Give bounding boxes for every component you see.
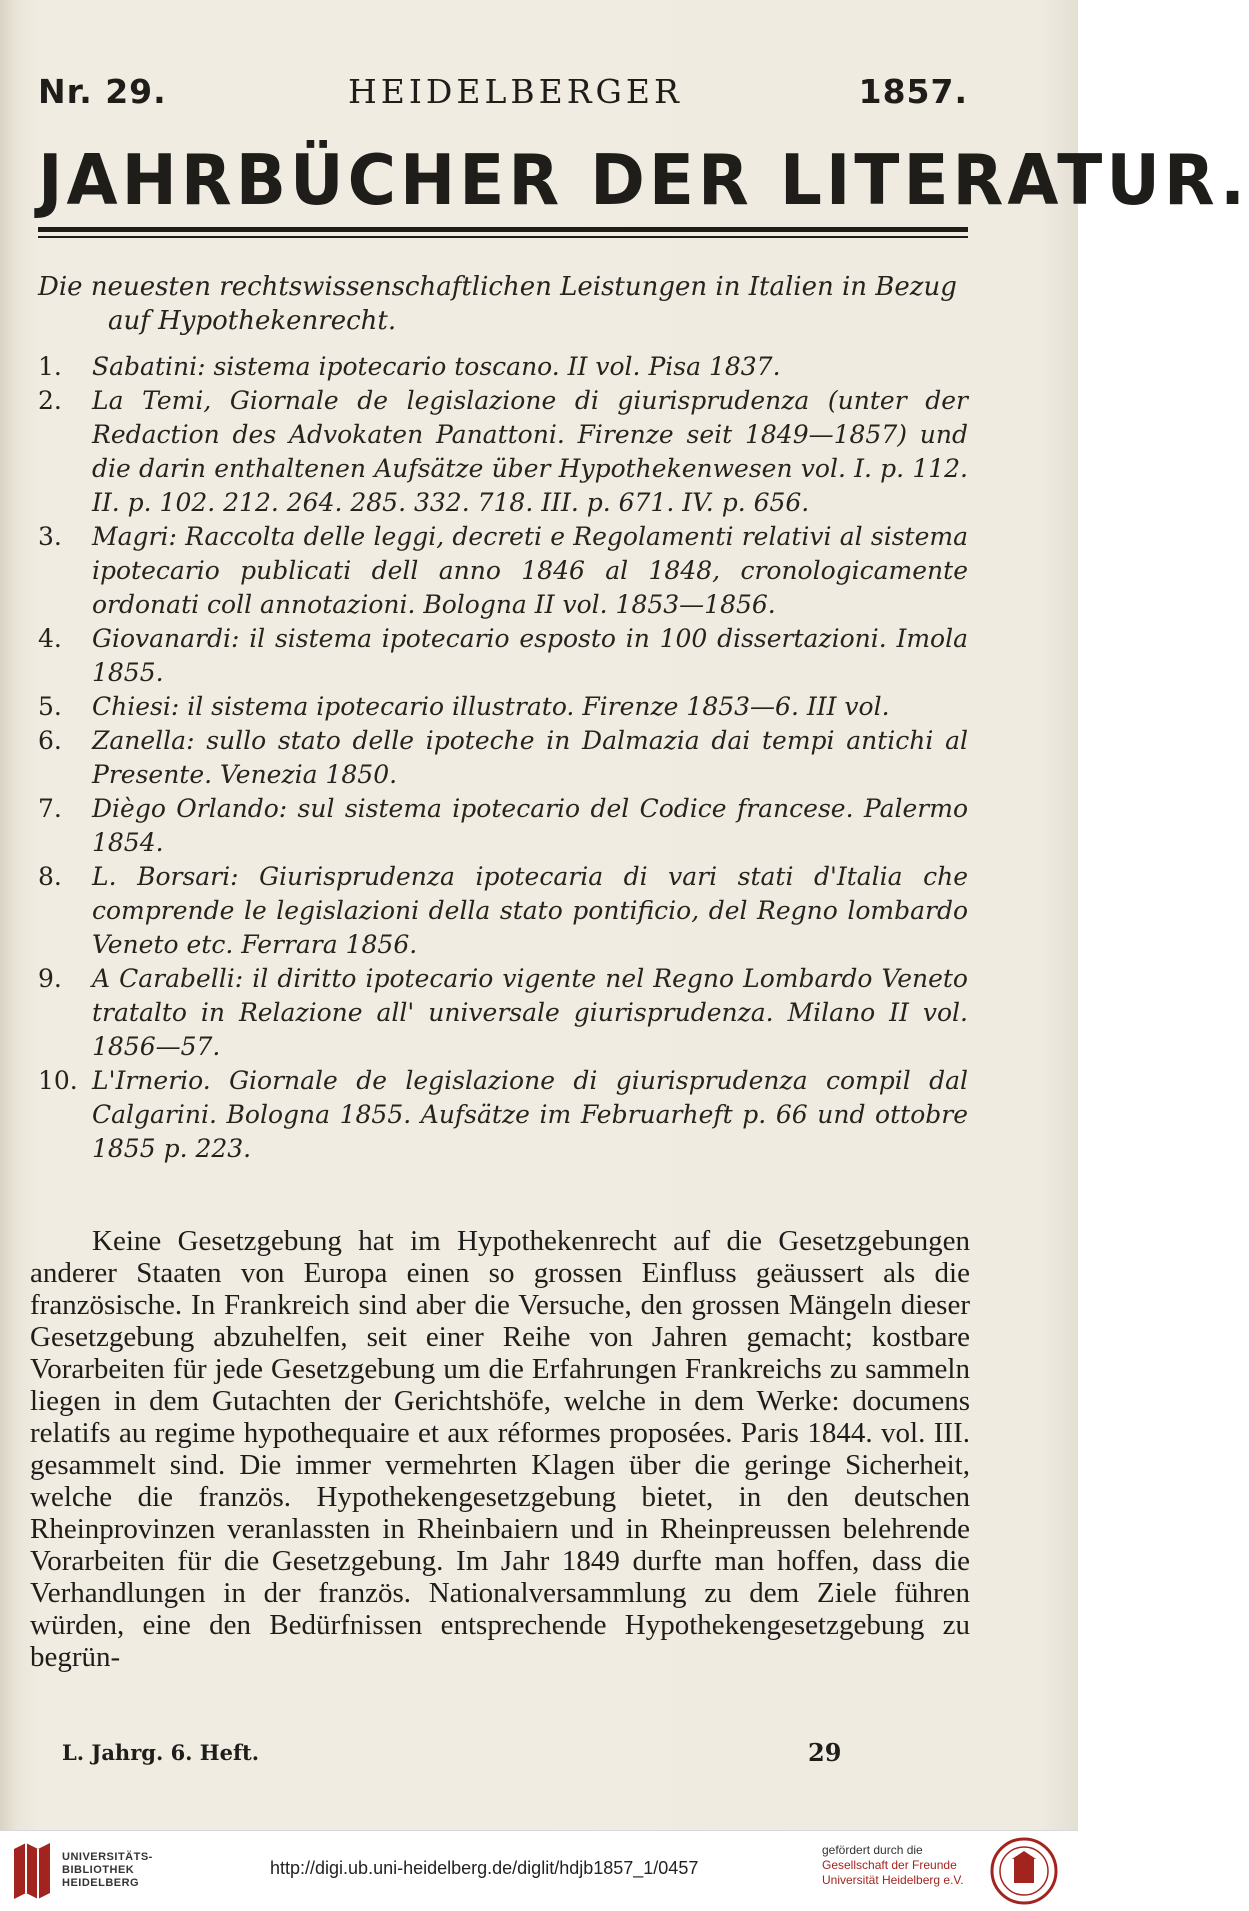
- sponsor-intro: gefördert durch die: [822, 1843, 923, 1857]
- reference-number: 4.: [38, 624, 62, 653]
- running-header: [38, 72, 968, 122]
- list-item: [38, 860, 968, 962]
- reference-text: Diègo Orlando: sul sistema ipotecario del Codice francese. Palermo 1854.: [92, 794, 968, 857]
- sponsor-name-line-2: Universität Heidelberg e.V.: [822, 1873, 964, 1887]
- list-item: [38, 962, 968, 1064]
- library-name-line-1: UNIVERSITÄTS-: [62, 1851, 153, 1863]
- signature-mark: L. Jahrg. 6. Heft.: [62, 1740, 260, 1765]
- reference-text: Giovanardi: il sistema ipotecario esposto in 100 dissertazioni. Imola 1855.: [92, 624, 968, 687]
- reference-number: 9.: [38, 964, 62, 993]
- reference-text: Zanella: sullo stato delle ipoteche in Dalmazia dai tempi antichi al Presente. Venezia 1850.: [92, 726, 968, 789]
- reference-number: 6.: [38, 726, 62, 755]
- reference-number: 7.: [38, 794, 62, 823]
- list-item: [38, 690, 968, 724]
- reference-text: Sabatini: sistema ipotecario toscano. II vol. Pisa 1837.: [92, 352, 781, 381]
- list-item: [38, 724, 968, 792]
- reference-number: 10.: [38, 1066, 78, 1095]
- list-item: [38, 622, 968, 690]
- library-logo-icon[interactable]: [8, 1839, 56, 1903]
- reference-text: A Carabelli: il diritto ipotecario vigente nel Regno Lombardo Veneto tratalto in Relazione all' universale giurisprudenza. Milano II vol. 1856—57.: [92, 964, 968, 1061]
- body-paragraph: Keine Gesetzgebung hat im Hypothekenrecht auf die Gesetzgebungen anderer Staaten von Europa einen so grossen Einfluss geäussert als die französische. In Frankreich sind aber die Versuche, den grossen Mängeln dieser Gesetzgebung abzuhelfen, seit einer Reihe von Jahren gemacht; kostbare Vorarbeiten für jede Gesetzgebung um die Erfahrungen Frankreichs zu sammeln liegen in dem Gutachten der Gerichtshöfe, welche in dem Werke: documens relatifs au regime hypothequaire et aux réformes proposées. Paris 1844. vol. III. gesammelt sind. Die immer vermehrten Klagen über die geringe Sicherheit, welche die französ. Hypothekengesetzgebung bietet, in den deutschen Rheinprovinzen veranlassten in Rheinbaiern und in Rheinpreussen belehrende Vorarbeiten für die Gesetzgebung. Im Jahr 1849 durfte man hoffen, dass die Verhandlungen in der französ. Nationalversammlung zu dem Ziele führen würden, eine den Bedürfnissen entsprechende Hypothekengesetzgebung zu begrün-: [30, 1225, 970, 1673]
- reference-text: Magri: Raccolta delle leggi, decreti e Regolamenti relativi al sistema ipotecario publicati dell anno 1846 al 1848, cronologicamente ordonati coll annotazioni. Bologna II vol. 1853—1856.: [92, 522, 968, 619]
- journal-title: JAHRBÜCHER DER LITERATUR.: [38, 140, 1249, 221]
- list-item: [38, 384, 968, 520]
- library-name[interactable]: [62, 1851, 153, 1890]
- reference-number: 3.: [38, 522, 62, 551]
- journal-name: HEIDELBERGER: [348, 72, 683, 111]
- list-item: [38, 1064, 968, 1166]
- page-number: 29: [808, 1738, 842, 1767]
- reference-number: 1.: [38, 352, 62, 381]
- title-rule-thick: [38, 227, 968, 232]
- reference-text: L'Irnerio. Giornale de legislazione di giurisprudenza compil dal Calgarini. Bologna 1855. Aufsätze im Februarheft p. 66 und ottobre 1855 p. 223.: [92, 1066, 968, 1163]
- article-heading: [38, 270, 968, 338]
- sponsor-credit[interactable]: [822, 1843, 964, 1888]
- reference-number: 2.: [38, 386, 62, 415]
- article-heading-line-1: Die neuesten rechtswissenschaftlichen Leistungen in Italien in Bezug: [38, 272, 957, 302]
- viewer-footer-bar: [0, 1830, 1078, 1911]
- reference-number: 8.: [38, 862, 62, 891]
- reference-text: Chiesi: il sistema ipotecario illustrato. Firenze 1853—6. III vol.: [92, 692, 890, 721]
- reference-list: [38, 350, 968, 1166]
- reference-text: La Temi, Giornale de legislazione di giurisprudenza (unter der Redaction des Advokaten Panattoni. Firenze seit 1849—1857) und die darin enthaltenen Aufsätze über Hypothekenwesen vol. I. p. 112. II. p. 102. 212. 264. 285. 332. 718. III. p. 671. IV. p. 656.: [92, 386, 968, 517]
- list-item: [38, 792, 968, 860]
- library-name-line-3: HEIDELBERG: [62, 1877, 140, 1889]
- university-seal-icon[interactable]: [990, 1837, 1058, 1905]
- library-name-line-2: BIBLIOTHEK: [62, 1864, 135, 1876]
- reference-number: 5.: [38, 692, 62, 721]
- list-item: [38, 350, 968, 384]
- list-item: [38, 520, 968, 622]
- sponsor-name-line-1: Gesellschaft der Freunde: [822, 1858, 957, 1872]
- title-rule-thin: [38, 236, 968, 238]
- reference-text: L. Borsari: Giurisprudenza ipotecaria di vari stati d'Italia che comprende le legislazioni della stato pontificio, del Regno lombardo Veneto etc. Ferrara 1856.: [92, 862, 968, 959]
- issue-year: 1857.: [858, 72, 968, 111]
- article-heading-line-2: auf Hypothekenrecht.: [108, 306, 397, 336]
- permalink-url[interactable]: http://digi.ub.uni-heidelberg.de/diglit/hdjb1857_1/0457: [270, 1858, 699, 1878]
- issue-number: Nr. 29.: [38, 72, 167, 111]
